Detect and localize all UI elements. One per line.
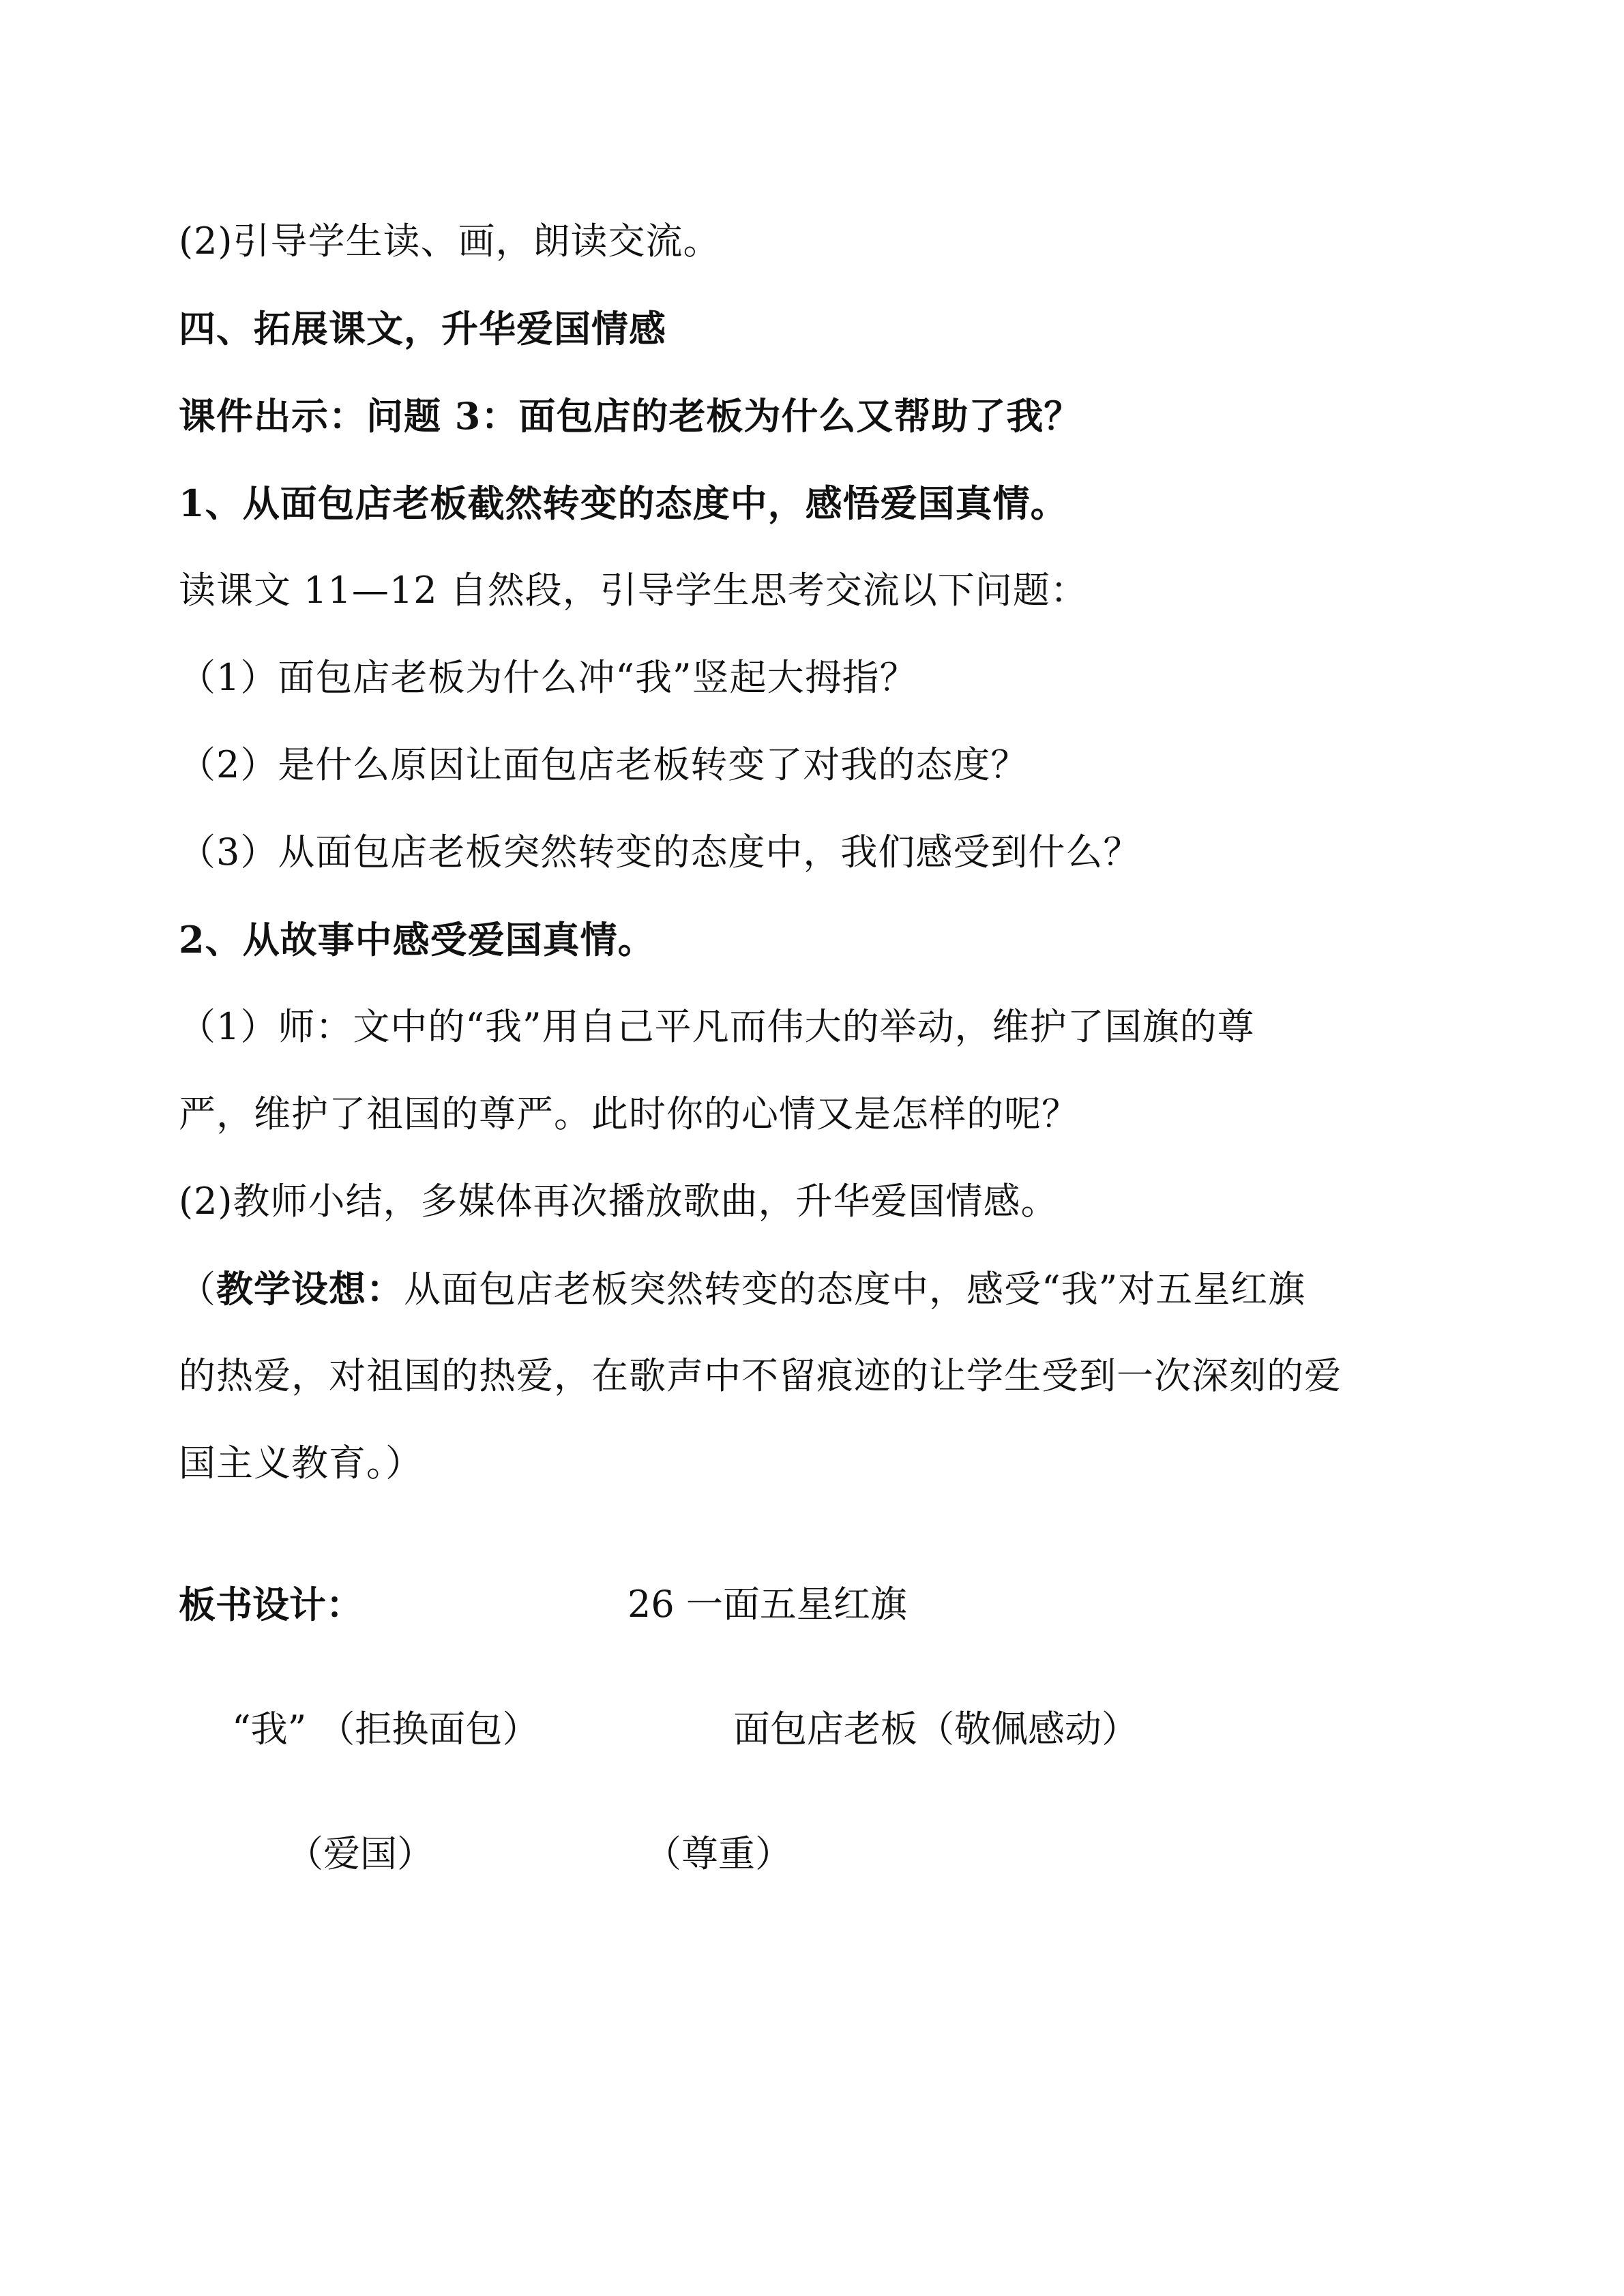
design-note-line-3: 国主义教育。）	[179, 1442, 423, 1485]
board-right-bottom: （尊重）	[645, 1832, 792, 1875]
question-2: （2）是什么原因让面包店老板转变了对我的态度？	[179, 743, 1029, 786]
question-3: （3）从面包店老板突然转变的态度中，我们感受到什么？	[179, 831, 1141, 874]
board-design-title: 26 一面五星红旗	[628, 1583, 907, 1626]
subheading-2: 2、从故事中感受爱国真情。	[179, 918, 655, 961]
board-left-top: “我” （拒换面包）	[232, 1708, 540, 1750]
teacher-remark-line-2: 严，维护了祖国的尊严。此时你的心情又是怎样的呢？	[179, 1092, 1079, 1135]
board-right-top: 面包店老板（敬佩感动）	[733, 1708, 1138, 1750]
design-note-text-1: 从面包店老板突然转变的态度中，感受“我”对五星红旗	[404, 1268, 1306, 1311]
design-note-line-2: 的热爱，对祖国的热爱，在歌声中不留痕迹的让学生受到一次深刻的爱	[179, 1354, 1342, 1397]
text-line-read-paragraphs: 读课文 11—12 自然段，引导学生思考交流以下问题：	[179, 569, 1088, 612]
board-left-bottom: （爱国）	[286, 1832, 434, 1875]
subheading-1: 1、从面包店老板截然转变的态度中，感悟爱国真情。	[179, 481, 1068, 525]
teacher-remark-line-1: （1）师：文中的“我”用自己平凡而伟大的举动，维护了国旗的尊	[179, 1005, 1255, 1048]
teacher-summary: (2)教师小结，多媒体再次播放歌曲，升华爱国情感。	[179, 1180, 1059, 1223]
text-line-guide-read-draw: (2)引导学生读、画，朗读交流。	[179, 220, 721, 263]
courseware-question-3: 课件出示：问题 3：面包店的老板为什么又帮助了我？	[179, 394, 1082, 438]
design-note-line-1	[179, 1264, 1305, 1314]
section-heading-4: 四、拓展课文，升华爱国情感	[179, 307, 666, 351]
board-design-label: 板书设计：	[179, 1583, 363, 1626]
design-note-label: 教学设想：	[216, 1267, 404, 1311]
design-note-open-paren: （	[179, 1268, 216, 1311]
question-1: （1）面包店老板为什么冲“我”竖起大拇指？	[179, 656, 917, 699]
